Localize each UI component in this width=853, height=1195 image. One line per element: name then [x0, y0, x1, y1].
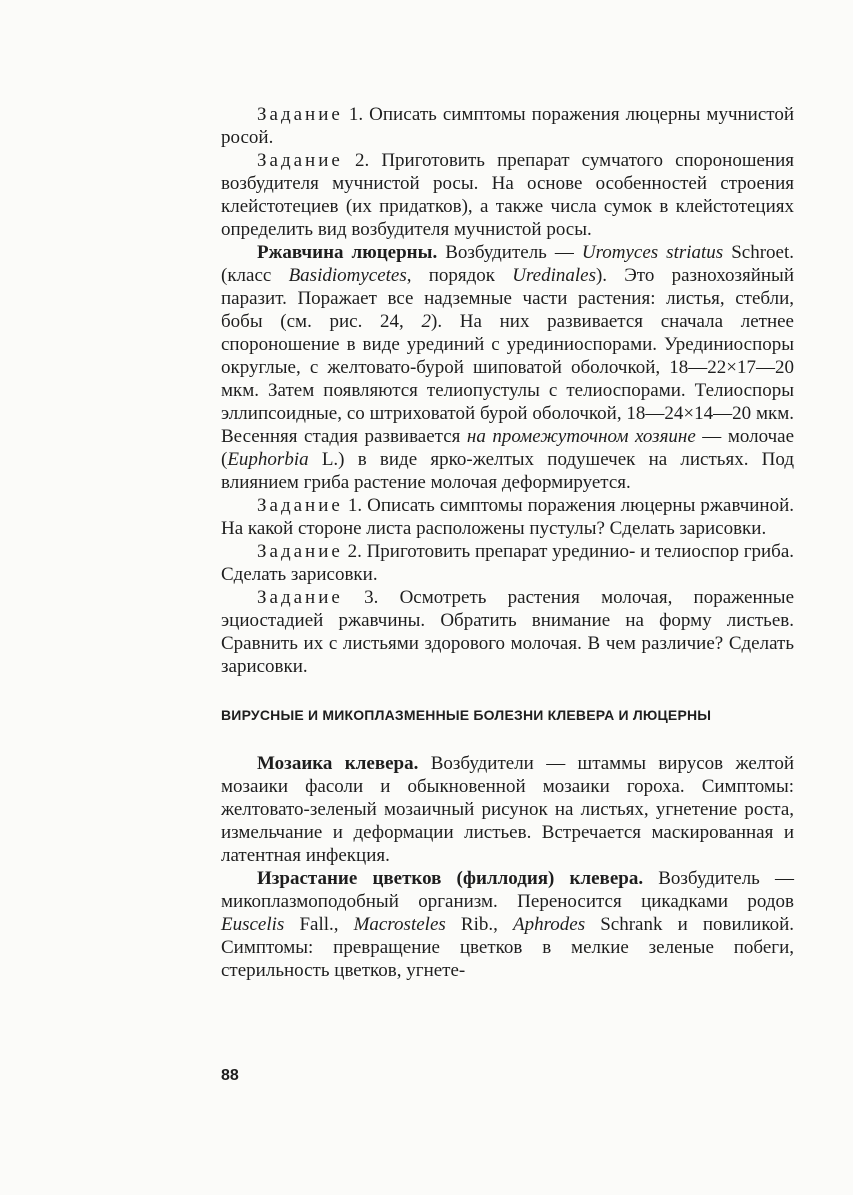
paragraph-task: [221, 149, 794, 241]
mosaic-title: Мозаика клевера.: [257, 753, 419, 774]
task-label: Задание: [257, 541, 343, 562]
task-text: Описать симптомы поражения люцерны ржавчиной. На какой стороне листа расположены пустулы? Сделать зарисовки.: [221, 495, 795, 539]
text-run: Возбудитель —: [437, 242, 582, 263]
text-run: , порядок: [406, 265, 513, 286]
text-run: L.) в виде ярко-желтых подушечек на листьях. Под влиянием гриба растение молочая деформируется.: [221, 449, 794, 493]
text-run: Schrank и повиликой. Симптомы: превращение цветков в мелкие зеленые побеги, стерильность цветков, угнете-: [221, 914, 794, 981]
phyllody-title: Израстание цветков (филлодия) клевера.: [257, 868, 644, 889]
task-number: 1.: [342, 104, 364, 125]
task-label: Задание: [257, 495, 343, 516]
task-text: Приготовить препарат урединио- и телиоспор гриба. Сделать зарисовки.: [221, 541, 795, 585]
genus-name: Aphrodes: [512, 914, 586, 935]
text-run: Rib.,: [445, 914, 513, 935]
genus-name: Euscelis: [221, 914, 285, 935]
page-body: [221, 103, 794, 982]
paragraph-phyllody: [221, 867, 794, 982]
paragraph-task: [221, 586, 794, 678]
species-name: Uromyces striatus: [581, 242, 724, 263]
text-run: — молочае (: [221, 426, 795, 470]
task-label: Задание: [257, 104, 343, 125]
text-run: Возбудители — штаммы вирусов желтой мозаики фасоли и обыкновенной мозаики гороха. Симптомы: желтовато-зеленый мозаичный рисунок на листьях, угнетение роста, измельчание и деформации листьев. Встречается маскированная и латентная инфекция.: [221, 753, 794, 866]
host-phrase: на промежуточном хозяине: [466, 426, 696, 447]
section-heading: ВИРУСНЫЕ И МИКОПЛАЗМЕННЫЕ БОЛЕЗНИ КЛЕВЕРА И ЛЮЦЕРНЫ: [221, 707, 712, 723]
task-text: Описать симптомы поражения люцерны мучнистой росой.: [221, 104, 795, 148]
text-run: ). Это разнохозяйный паразит. Поражает все надземные части растения: листья, стебли, бобы (см. рис. 24,: [221, 265, 794, 332]
task-number: 2.: [342, 150, 370, 171]
genus-name: Macrosteles: [353, 914, 446, 935]
task-number: 1.: [342, 495, 363, 516]
rust-title: Ржавчина люцерны.: [257, 242, 438, 263]
paragraph-task: [221, 494, 794, 540]
host-latin: Euphorbia: [227, 449, 309, 470]
task-number: 3.: [342, 587, 379, 608]
paragraph-rust: [221, 241, 794, 494]
text-run: Fall.,: [284, 914, 354, 935]
text-run: ). На них развивается сначала летнее спороношение в виде урединий с урединиоспорами. Урединиоспоры округлые, с желтовато-бурой шиповатой оболочкой, 18—22×17—20 мкм. Затем появляются телиопустулы с телиоспорами. Телиоспоры эллипсоидные, со штриховатой бурой оболочкой, 18—24×14—20 мкм. Весенняя стадия развивается: [221, 311, 794, 447]
task-number: 2.: [342, 541, 362, 562]
text-run: Возбудитель — микоплазмоподобный организм. Переносится цикадками родов: [221, 868, 794, 912]
figure-ref: 2: [421, 311, 431, 332]
paragraph-task: [221, 103, 794, 149]
paragraph-mosaic: [221, 752, 794, 867]
task-label: Задание: [257, 587, 343, 608]
task-text: Приготовить препарат сумчатого спороношения возбудителя мучнистой росы. На основе особенностей строения клейстотециев (их придатков), а также числа сумок в клейстотециях определить вид возбудителя мучнистой росы.: [221, 150, 794, 240]
task-text: Осмотреть растения молочая, пораженные эциостадией ржавчины. Обратить внимание на форму листьев. Сравнить их с листьями здорового молочая. В чем различие? Сделать зарисовки.: [221, 587, 795, 677]
paragraph-task: [221, 540, 794, 586]
text-run: Schroet. (класс: [221, 242, 795, 286]
order-name: Uredinales: [512, 265, 596, 286]
class-name: Basidiomycetes: [288, 265, 407, 286]
task-label: Задание: [257, 150, 343, 171]
page-number: 88: [221, 1067, 239, 1084]
